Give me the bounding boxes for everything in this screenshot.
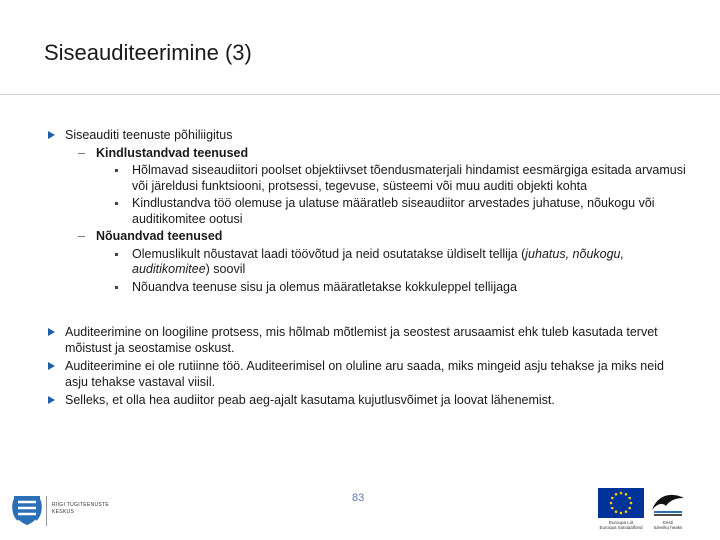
slide-content bbox=[48, 128, 688, 409]
detail-item bbox=[48, 163, 688, 194]
esf-caption: Eesti tuleviku heaks bbox=[653, 520, 683, 530]
swallow-icon bbox=[648, 488, 688, 518]
bullet-item bbox=[48, 325, 688, 356]
dash-bullet-icon: – bbox=[78, 145, 85, 160]
esf-logo bbox=[648, 488, 688, 523]
detail-item bbox=[48, 196, 688, 227]
slide-title: Siseauditeerimine (3) bbox=[44, 40, 252, 65]
triangle-bullet-icon bbox=[48, 362, 55, 370]
bullet-item bbox=[48, 393, 688, 409]
detail-text: Olemuslikult nõustavat laadi töövõtud ja neid osutatakse üldiselt tellija ( bbox=[132, 246, 526, 261]
bullet-text: Selleks, et olla hea audiitor peab aeg-ajalt kasutama kujutlusvõimet ja loovat lähenemist. bbox=[65, 393, 555, 407]
detail-text: Nõuandva teenuse sisu ja olemus määratletakse kokkuleppel tellijaga bbox=[132, 279, 517, 294]
bullet-text: Auditeerimine on loogiline protsess, mis hõlmab mõtlemist ja seostest arusaamist ehk tuleb kasutada tervet mõistust ja seostamise oskust. bbox=[65, 325, 658, 355]
title-divider bbox=[0, 94, 720, 95]
bullet-text: Auditeerimine ei ole rutiinne töö. Auditeerimisel on oluline aru saada, miks mingeid asju tehakse ja miks neid asju tehakse vastaval viisil. bbox=[65, 359, 664, 389]
triangle-bullet-icon bbox=[48, 328, 55, 336]
square-bullet-icon bbox=[115, 169, 118, 172]
detail-text: Kindlustandva töö olemuse ja ulatuse määratleb siseaudiitor arvestades juhatuse, nõukogu või auditikomitee ootusi bbox=[132, 196, 655, 226]
eu-flag-icon bbox=[598, 488, 644, 518]
triangle-bullet-icon bbox=[48, 396, 55, 404]
triangle-bullet-icon bbox=[48, 131, 55, 139]
sub-bullet-heading: Kindlustandvad teenused bbox=[96, 145, 249, 160]
detail-text: ) soovil bbox=[205, 262, 246, 276]
agency-logo-text: RIIGI TUGITEENUSTE KESKUS bbox=[52, 502, 109, 515]
sub-bullet-item bbox=[48, 146, 688, 162]
logo-divider bbox=[46, 496, 47, 526]
bullet-text: Siseauditi teenuste põhiliigitus bbox=[65, 128, 233, 142]
detail-text-italic: juhatus, nõukogu, auditikomitee bbox=[132, 246, 624, 276]
detail-text: Hõlmavad siseaudiitori poolset objektiivset tõendusmaterjali hindamist eesmärgiga esitada arvamusi või järeldusi funktsiooni, protsessi, tegevuse, süsteemi või muu auditi objekti kohta bbox=[132, 163, 686, 193]
bullet-item bbox=[48, 128, 688, 144]
square-bullet-icon bbox=[115, 202, 118, 205]
sub-bullet-item bbox=[48, 229, 688, 245]
detail-item bbox=[48, 247, 688, 278]
coat-of-arms-logo bbox=[12, 494, 42, 531]
square-bullet-icon bbox=[115, 286, 118, 289]
dash-bullet-icon: – bbox=[78, 229, 85, 243]
sub-bullet-heading: Nõuandvad teenused bbox=[96, 229, 223, 243]
page-number: 83 bbox=[352, 492, 365, 504]
eu-caption: Euroopa Liit Euroopa Sotsiaalfond bbox=[599, 520, 643, 530]
bullet-item bbox=[48, 359, 688, 390]
detail-item bbox=[48, 280, 688, 296]
eu-flag-logo bbox=[598, 488, 644, 523]
shield-icon bbox=[12, 494, 42, 526]
square-bullet-icon bbox=[115, 253, 118, 256]
